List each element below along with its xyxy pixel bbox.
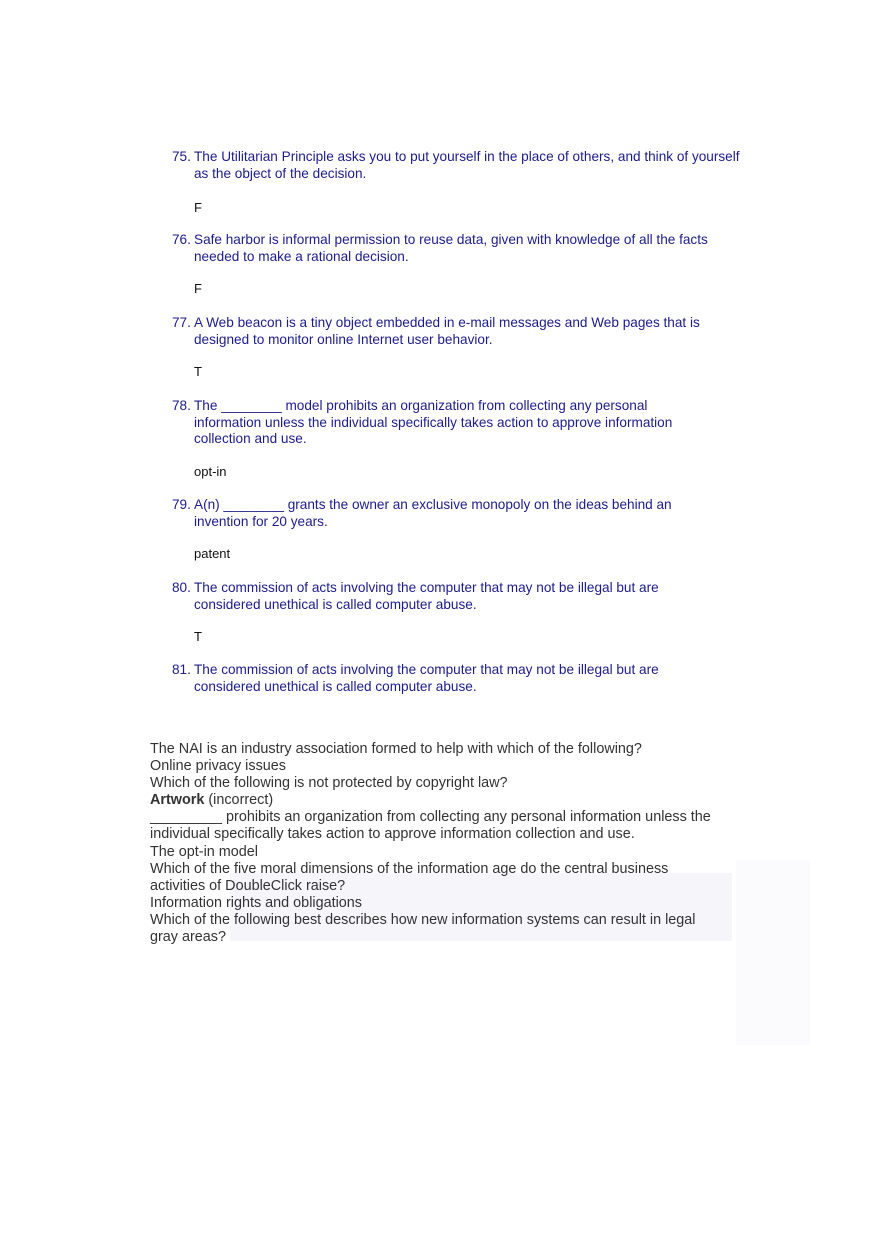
answer-text: Information rights and obligations <box>150 894 362 911</box>
question-text: The NAI is an industry association formed to help with which of the following? <box>150 741 642 757</box>
question-number: 75. <box>172 149 191 164</box>
answer-77: T <box>194 364 202 379</box>
question-text: A Web beacon is a tiny object embedded in e-mail messages and Web pages that is designed to monitor online Internet user behavior. <box>194 315 700 347</box>
question-76 <box>172 232 742 265</box>
question-text: The ________ model prohibits an organization from collecting any personal information unless the individual specifically takes action to approve information collection and use. <box>194 398 673 446</box>
question-text: The Utilitarian Principle asks you to put yourself in the place of others, and think of yourself as the object of the decision. <box>194 149 740 181</box>
answer-79: patent <box>194 546 231 561</box>
question-number: 79. <box>172 497 191 512</box>
shaded-region <box>736 860 810 1045</box>
question-text: The commission of acts involving the computer that may not be illegal but are considered unethical is called computer abuse. <box>194 580 659 612</box>
question-text: Which of the five moral dimensions of the information age do the central business activities of DoubleClick raise? <box>150 860 669 894</box>
question-75 <box>172 149 742 182</box>
answer-note: (incorrect) <box>204 792 274 809</box>
question-text: _________ prohibits an organization from collecting any personal information unless the individual specifically takes action to approve information collection and use. <box>150 809 711 843</box>
question-number: 76. <box>172 232 191 247</box>
question-80 <box>172 580 742 613</box>
question-81 <box>172 662 742 695</box>
question-text: A(n) ________ grants the owner an exclusive monopoly on the ideas behind an invention for 20 years. <box>194 497 672 529</box>
question-79 <box>172 497 742 530</box>
question-number: 78. <box>172 398 191 413</box>
answer-78: opt-in <box>194 464 227 479</box>
question-text: Safe harbor is informal permission to reuse data, given with knowledge of all the facts needed to make a rational decision. <box>194 232 708 264</box>
answer-text: The opt-in model <box>150 843 258 860</box>
flashcard-section <box>150 741 735 946</box>
question-text: Which of the following is not protected by copyright law? <box>150 775 508 792</box>
question-78 <box>172 398 742 448</box>
answer-80: T <box>194 629 202 644</box>
question-text: The commission of acts involving the computer that may not be illegal but are considered unethical is called computer abuse. <box>194 662 659 694</box>
question-number: 80. <box>172 580 191 595</box>
question-77 <box>172 315 742 348</box>
answer-76: F <box>194 281 202 296</box>
answer-text: Online privacy issues <box>150 758 286 775</box>
answer-text <box>150 792 735 809</box>
answer-75: F <box>194 200 202 215</box>
question-number: 77. <box>172 315 191 330</box>
answer-bold: Artwork <box>150 792 205 809</box>
question-text: Which of the following best describes how new information systems can result in legal gray areas? <box>150 911 696 946</box>
question-number: 81. <box>172 662 191 677</box>
